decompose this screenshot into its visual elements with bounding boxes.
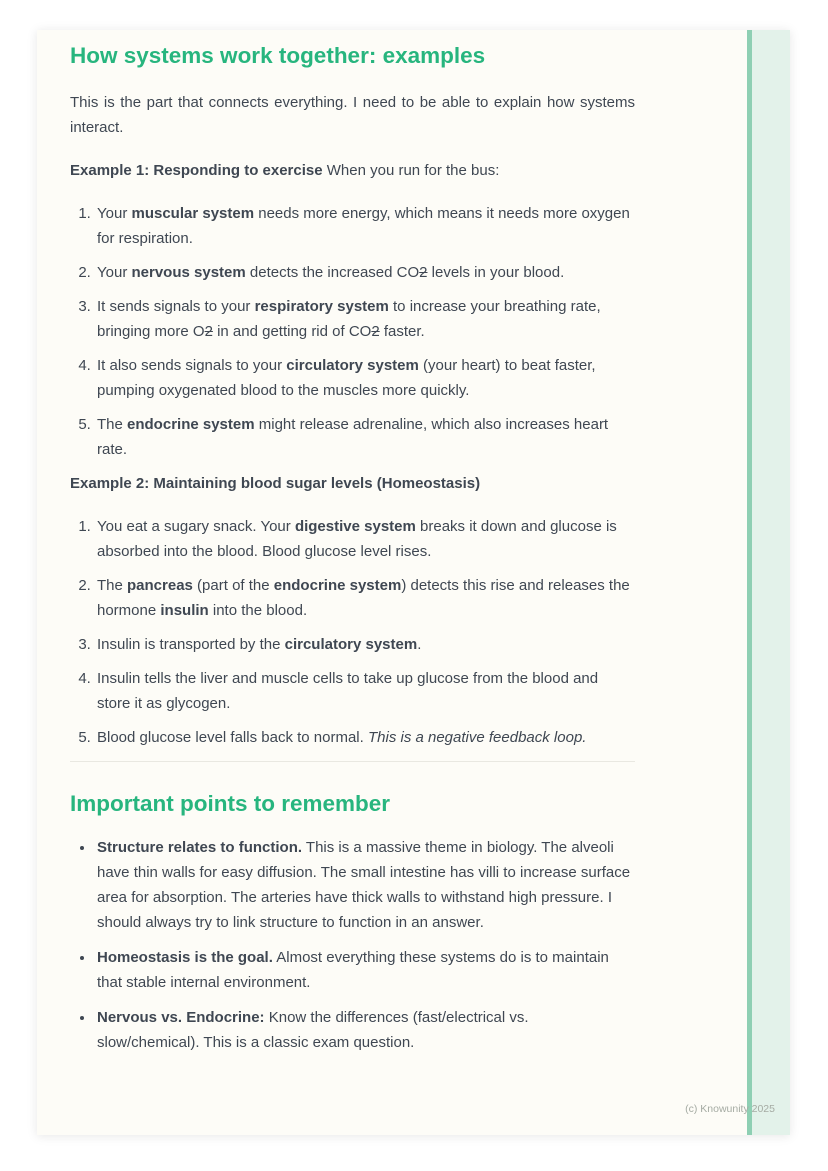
text-segment: Insulin tells the liver and muscle cells to take up glucose from the blood and store it as glycogen. <box>97 670 599 712</box>
bold-lead: Structure relates to function. <box>97 839 303 856</box>
text-segment: in and getting rid of CO <box>212 323 372 340</box>
list-item <box>95 412 635 462</box>
text-segment: The <box>97 577 128 594</box>
text-segment: . <box>417 636 422 653</box>
bold-term: endocrine system <box>273 577 402 594</box>
text-segment: Your <box>97 264 132 281</box>
notes-page <box>37 30 790 1135</box>
text-segment: faster. <box>379 323 425 340</box>
list-item <box>95 573 635 623</box>
text-segment: The <box>97 416 128 433</box>
text-segment: This is a massive theme in biology. The alveoli have thin walls for easy diffusion. The small intestine has villi to increase surface area for absorption. The arteries have thick walls to withstand high pressure. I should always try to link structure to function in an answer. <box>97 839 631 931</box>
text-segment: (part of the <box>192 577 274 594</box>
section-divider <box>70 761 635 762</box>
text-segment: It also sends signals to your <box>97 357 287 374</box>
text-segment: It sends signals to your <box>97 298 255 315</box>
text-segment: needs more energy, which means it needs more oxygen for respiration. <box>97 205 630 247</box>
list-item <box>95 725 635 750</box>
text-segment: Your <box>97 205 132 222</box>
bold-term: muscular system <box>131 205 255 222</box>
list-item <box>95 514 635 564</box>
page-accent-stripe-dark <box>747 30 752 1135</box>
bold-lead: Nervous vs. Endocrine: <box>97 1009 265 1026</box>
struck-subscript: 2 <box>204 323 213 340</box>
section-title-systems-examples: How systems work together: examples <box>70 43 486 68</box>
text-segment: detects the increased CO <box>245 264 420 281</box>
bold-term: circulatory system <box>286 357 419 374</box>
example-2-heading-bold: Example 2: Maintaining blood sugar levels (Homeostasis) <box>70 475 481 492</box>
text-segment: (your heart) to beat faster, pumping oxygenated blood to the muscles more quickly. <box>97 357 596 399</box>
bold-term: respiratory system <box>254 298 389 315</box>
example-1-heading <box>70 158 635 183</box>
list-item <box>95 1005 635 1055</box>
bold-term: insulin <box>160 602 209 619</box>
list-item <box>95 835 635 935</box>
text-segment: You eat a sugary snack. Your <box>97 518 295 535</box>
list-item <box>95 201 635 251</box>
list-item <box>95 294 635 344</box>
text-segment: to increase your breathing rate, bringing more O <box>97 298 601 340</box>
text-segment: into the blood. <box>208 602 308 619</box>
text-segment: Blood glucose level falls back to normal. <box>97 729 368 746</box>
struck-subscript: 2 <box>419 264 428 281</box>
example-1-heading-bold: Example 1: Responding to exercise <box>70 162 323 179</box>
bold-lead: Homeostasis is the goal. <box>97 949 273 966</box>
text-segment: might release adrenaline, which also increases heart rate. <box>97 416 609 458</box>
text-segment: Know the differences (fast/electrical vs. slow/chemical). This is a classic exam question. <box>97 1009 529 1051</box>
bold-term: endocrine system <box>127 416 255 433</box>
example-1-list <box>70 201 635 462</box>
page-accent-stripe-light <box>752 30 790 1135</box>
struck-subscript: 2 <box>371 323 380 340</box>
list-item <box>95 666 635 716</box>
copyright-footer: (c) Knowunity 2025 <box>685 1103 775 1115</box>
intro-paragraph: This is the part that connects everything. I need to be able to explain how systems interact. <box>70 94 635 136</box>
example-1-heading-rest: When you run for the bus: <box>322 162 500 179</box>
list-item <box>95 353 635 403</box>
text-segment: Almost everything these systems do is to maintain that stable internal environment. <box>97 949 609 991</box>
italic-note: This is a negative feedback loop. <box>367 729 587 746</box>
text-segment: ) detects this rise and releases the hormone <box>97 577 630 619</box>
list-item <box>95 945 635 995</box>
bold-term: pancreas <box>127 577 193 594</box>
text-segment: levels in your blood. <box>427 264 565 281</box>
list-item <box>95 260 635 285</box>
section-title-important-points: Important points to remember <box>70 791 391 816</box>
example-2-list <box>70 514 635 750</box>
bold-term: circulatory system <box>284 636 418 653</box>
text-segment: breaks it down and glucose is absorbed into the blood. Blood glucose level rises. <box>97 518 617 560</box>
important-points-list <box>70 835 635 1055</box>
bold-term: digestive system <box>294 518 416 535</box>
example-2-heading <box>70 471 635 496</box>
bold-term: nervous system <box>131 264 246 281</box>
list-item <box>95 632 635 657</box>
text-segment: Insulin is transported by the <box>97 636 285 653</box>
page-content <box>70 42 635 1065</box>
